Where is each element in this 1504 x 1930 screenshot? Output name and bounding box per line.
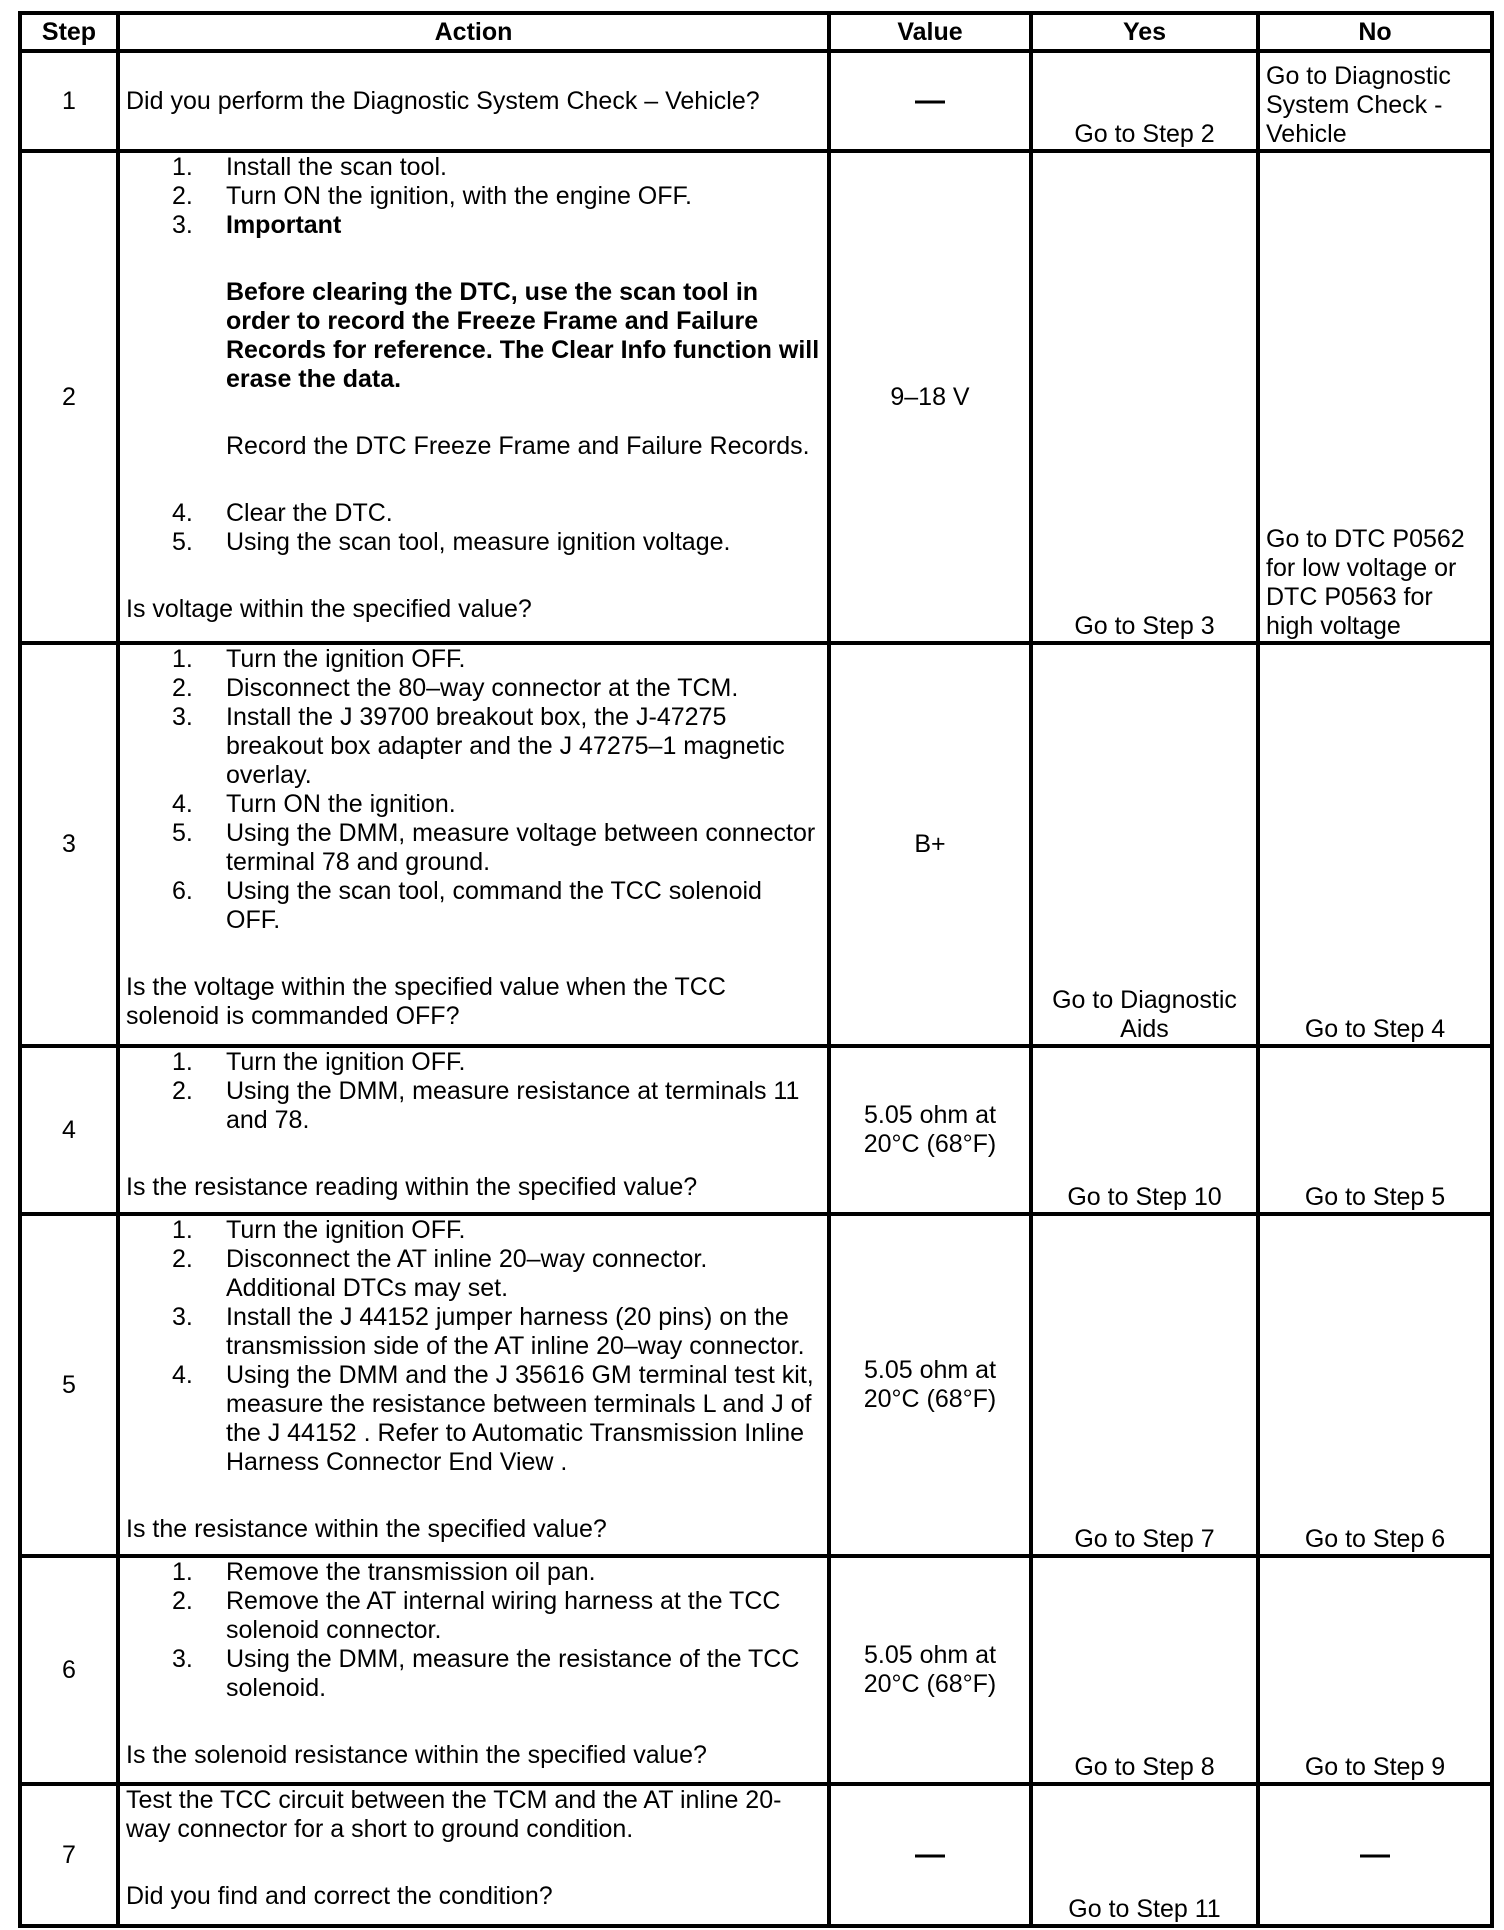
action-step xyxy=(126,790,821,819)
header-step: Step xyxy=(20,13,118,51)
action-text: Test the TCC circuit between the TCM and the AT inline 20-way connector for a short to ground condition. xyxy=(126,1786,782,1843)
step-item-number: 4. xyxy=(172,499,193,527)
step-item-number: 2. xyxy=(172,1245,193,1273)
action-step xyxy=(126,499,821,528)
no-cell xyxy=(1258,643,1492,1046)
action-step xyxy=(126,1216,821,1245)
step-item-text: Turn the ignition OFF. xyxy=(226,1048,466,1076)
no-text: Go to DTC P0562 for low voltage or DTC P0563 for high voltage xyxy=(1266,525,1465,640)
header-no: No xyxy=(1258,13,1492,51)
yes-text: Go to Step 7 xyxy=(1074,1525,1215,1553)
value-text: — xyxy=(915,83,945,117)
step-item-text: Turn the ignition OFF. xyxy=(226,1216,466,1244)
diagnostic-table xyxy=(18,11,1494,1928)
action-step xyxy=(126,1558,821,1587)
action-step xyxy=(126,1303,821,1361)
step-number: 4 xyxy=(20,1046,118,1214)
action-step xyxy=(126,674,821,703)
step-item-text: Using the DMM, measure voltage between connector terminal 78 and ground. xyxy=(226,819,816,876)
step-item-text: Using the DMM, measure the resistance of the TCC solenoid. xyxy=(226,1645,800,1702)
step-item-text: Using the DMM and the J 35616 GM terminal test kit, measure the resistance between terminals L and J of the J 44152 . Refer to Automatic Transmission Inline Harness Connector End View . xyxy=(226,1361,814,1476)
action-step xyxy=(126,819,821,877)
action-cell xyxy=(118,1214,829,1556)
yes-cell xyxy=(1031,151,1258,643)
important-note: Before clearing the DTC, use the scan tool in order to record the Freeze Frame and Failure Records for reference. The Clear Info function will erase the data. xyxy=(226,278,820,393)
header-row xyxy=(20,13,1492,51)
action-cell xyxy=(118,1046,829,1214)
step-item-text: Remove the AT internal wiring harness at the TCC solenoid connector. xyxy=(226,1587,781,1644)
no-cell xyxy=(1258,51,1492,151)
step-item-number: 5. xyxy=(172,528,193,556)
value-text: B+ xyxy=(914,830,946,858)
action-question: Is the resistance within the specified value? xyxy=(126,1515,607,1543)
step-number: 5 xyxy=(20,1214,118,1556)
value-cell xyxy=(829,1784,1031,1926)
step-item-number: 1. xyxy=(172,645,193,673)
action-question: Did you perform the Diagnostic System Check – Vehicle? xyxy=(126,86,760,115)
step-item-number: 1. xyxy=(172,1048,193,1076)
header-yes: Yes xyxy=(1031,13,1258,51)
step-item-text: Using the scan tool, measure ignition voltage. xyxy=(226,528,731,556)
action-cell xyxy=(118,151,829,643)
no-text: Go to Step 9 xyxy=(1304,1753,1446,1781)
step-item-text: Install the J 44152 jumper harness (20 pins) on the transmission side of the AT inline 20–way connector. xyxy=(226,1303,805,1360)
value-cell xyxy=(829,151,1031,643)
table-row xyxy=(20,1214,1492,1556)
action-cell xyxy=(118,1784,829,1926)
step-number: 6 xyxy=(20,1556,118,1784)
action-step xyxy=(126,1645,821,1703)
action-step xyxy=(126,153,821,182)
important-label: Important xyxy=(226,211,342,239)
yes-cell xyxy=(1031,1214,1258,1556)
step-item-number: 3. xyxy=(172,1303,193,1331)
step-item-number: 2. xyxy=(172,182,193,210)
step-item-text: Remove the transmission oil pan. xyxy=(226,1558,596,1586)
action-step xyxy=(126,703,821,790)
action-question: Did you find and correct the condition? xyxy=(126,1882,553,1910)
step-item-number: 2. xyxy=(172,1077,193,1105)
step-item-number: 6. xyxy=(172,877,193,905)
action-cell xyxy=(118,51,829,151)
no-text: Go to Diagnostic System Check - Vehicle xyxy=(1266,62,1451,148)
no-text: Go to Step 4 xyxy=(1304,1015,1446,1043)
action-step xyxy=(126,1361,821,1477)
step-item-text: Clear the DTC. xyxy=(226,499,393,527)
value-cell xyxy=(829,1214,1031,1556)
yes-cell xyxy=(1031,643,1258,1046)
action-step xyxy=(126,1048,821,1077)
yes-cell xyxy=(1031,1556,1258,1784)
step-item-text: Turn the ignition OFF. xyxy=(226,645,466,673)
action-cell xyxy=(118,1556,829,1784)
header-value: Value xyxy=(829,13,1031,51)
step-number: 7 xyxy=(20,1784,118,1926)
value-text: 5.05 ohm at 20°C (68°F) xyxy=(863,1641,997,1698)
step-item-number: 3. xyxy=(172,1645,193,1673)
step-item-text: Install the scan tool. xyxy=(226,153,447,181)
step-item-number: 1. xyxy=(172,153,193,181)
value-text: 9–18 V xyxy=(890,382,970,411)
step-item-text: Using the scan tool, command the TCC solenoid OFF. xyxy=(226,877,762,934)
action-step xyxy=(126,1245,821,1303)
step-number: 3 xyxy=(20,643,118,1046)
step-item-number: 2. xyxy=(172,1587,193,1615)
no-text: Go to Step 6 xyxy=(1304,1525,1446,1553)
yes-text: Go to Step 11 xyxy=(1068,1895,1221,1923)
step-item-number: 4. xyxy=(172,790,193,818)
no-cell xyxy=(1258,1214,1492,1556)
action-step xyxy=(126,528,821,557)
yes-text: Go to Step 3 xyxy=(1074,612,1215,640)
no-cell xyxy=(1258,151,1492,643)
action-question: Is voltage within the specified value? xyxy=(126,595,532,623)
no-cell xyxy=(1258,1784,1492,1926)
step-item-number: 5. xyxy=(172,819,193,847)
action-step xyxy=(126,182,821,211)
step-item-number: 3. xyxy=(172,211,193,239)
step-item-text: Using the DMM, measure resistance at terminals 11 and 78. xyxy=(226,1077,800,1134)
yes-text: Go to Diagnostic Aids xyxy=(1052,986,1237,1043)
action-steps xyxy=(126,1558,821,1703)
action-steps xyxy=(126,645,821,935)
table-row xyxy=(20,643,1492,1046)
step-item-text: Disconnect the AT inline 20–way connector. Additional DTCs may set. xyxy=(226,1245,708,1302)
step-item-number: 3. xyxy=(172,703,193,731)
action-step xyxy=(126,1587,821,1645)
step-item-text: Turn ON the ignition. xyxy=(226,790,456,818)
action-step xyxy=(126,877,821,935)
step-item-text: Install the J 39700 breakout box, the J-47275 breakout box adapter and the J 47275–1 magnetic overlay. xyxy=(226,703,785,789)
table-row xyxy=(20,1556,1492,1784)
value-text: 5.05 ohm at 20°C (68°F) xyxy=(863,1101,997,1158)
step-number: 1 xyxy=(20,51,118,151)
table-row xyxy=(20,51,1492,151)
step-item-number: 1. xyxy=(172,1216,193,1244)
yes-cell xyxy=(1031,1046,1258,1214)
value-cell xyxy=(829,643,1031,1046)
action-question: Is the solenoid resistance within the specified value? xyxy=(126,1741,707,1769)
table-row xyxy=(20,1046,1492,1214)
action-step xyxy=(126,211,821,499)
action-steps xyxy=(126,1216,821,1477)
value-cell xyxy=(829,1556,1031,1784)
yes-cell xyxy=(1031,1784,1258,1926)
value-text: 5.05 ohm at 20°C (68°F) xyxy=(863,1356,997,1413)
no-cell xyxy=(1258,1046,1492,1214)
value-cell xyxy=(829,1046,1031,1214)
action-steps xyxy=(126,1048,821,1135)
important-action: Record the DTC Freeze Frame and Failure Records. xyxy=(226,432,810,460)
header-action: Action xyxy=(118,13,829,51)
action-step xyxy=(126,645,821,674)
yes-text: Go to Step 8 xyxy=(1074,1753,1215,1781)
value-cell xyxy=(829,51,1031,151)
action-question: Is the resistance reading within the specified value? xyxy=(126,1173,698,1201)
no-cell xyxy=(1258,1556,1492,1784)
step-item-number: 4. xyxy=(172,1361,193,1389)
yes-text: Go to Step 10 xyxy=(1067,1183,1222,1211)
step-number: 2 xyxy=(20,151,118,643)
step-item-text: Disconnect the 80–way connector at the TCM. xyxy=(226,674,739,702)
step-item-number: 1. xyxy=(172,1558,193,1586)
no-text: Go to Step 5 xyxy=(1304,1183,1446,1211)
yes-cell xyxy=(1031,51,1258,151)
table-row xyxy=(20,151,1492,643)
action-cell xyxy=(118,643,829,1046)
value-text: — xyxy=(915,1837,945,1871)
table-row xyxy=(20,1784,1492,1926)
no-text: — xyxy=(1360,1837,1390,1871)
action-step xyxy=(126,1077,821,1135)
step-item-number: 2. xyxy=(172,674,193,702)
action-steps xyxy=(126,153,821,557)
yes-text: Go to Step 2 xyxy=(1074,120,1215,148)
action-question: Is the voltage within the specified value when the TCC solenoid is commanded OFF? xyxy=(126,973,726,1030)
step-item-text: Turn ON the ignition, with the engine OFF. xyxy=(226,182,692,210)
